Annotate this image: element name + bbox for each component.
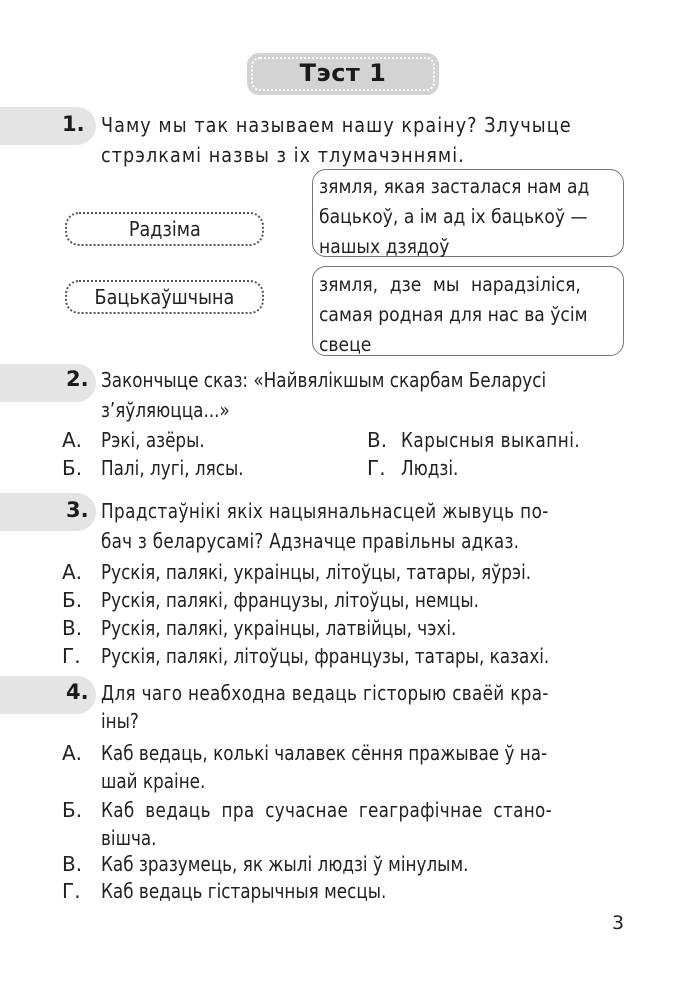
- definition-box-2[interactable]: [312, 266, 624, 356]
- question-2-option-v-letter: В.: [367, 428, 388, 452]
- question-3-text-line-2: бач з беларусамі? Адзначце правільны адказ.: [101, 529, 520, 553]
- question-4-option-b-letter: Б.: [62, 798, 83, 822]
- question-2-option-a[interactable]: Рэкі, азёры.: [101, 428, 205, 452]
- definition-1-line-2: бацькоў, а ім ад іх бацькоў —: [319, 205, 588, 228]
- question-4-option-a-line-2[interactable]: шай краіне.: [101, 769, 206, 793]
- term-batskaushchyna[interactable]: [65, 280, 264, 314]
- question-3-option-g[interactable]: Рускія, палякі, літоўцы, французы, татары, казахі.: [101, 644, 550, 668]
- question-4-option-a-line-1[interactable]: Каб ведаць, колькі чалавек сёння пражывае ў на-: [101, 741, 548, 765]
- question-3-option-a-letter: А.: [62, 560, 83, 584]
- question-2-option-b[interactable]: Палі, лугі, лясы.: [101, 456, 244, 480]
- test-title: Тэст 1: [299, 59, 387, 87]
- definition-2-line-1: зямля, дзе мы нарадзіліся,: [319, 273, 581, 296]
- question-1-text-line-2: стрэлкамі назвы з іх тлумачэннямі.: [101, 143, 465, 167]
- question-2-option-g[interactable]: Людзі.: [401, 456, 459, 480]
- question-4-option-v-letter: В.: [62, 852, 83, 876]
- question-2-text-line-1: Закончыце сказ: «Найвялікшым скарбам Беларусі: [101, 368, 547, 392]
- question-2-option-v[interactable]: Карысныя выкапні.: [401, 428, 581, 452]
- definition-1-line-1: зямля, якая засталася нам ад: [319, 175, 590, 198]
- question-3-option-b-letter: Б.: [62, 588, 83, 612]
- question-3-option-v-letter: В.: [62, 616, 83, 640]
- term-batskaushchyna-label: Бацькаўшчына: [94, 285, 235, 309]
- definition-1-line-3: нашых дзядоў: [319, 235, 450, 258]
- question-1-number: 1.: [62, 112, 85, 136]
- question-2-text-line-2: з’яўляюцца...»: [101, 398, 230, 422]
- definition-2-line-3: свеце: [319, 333, 372, 356]
- question-3-text-line-1: Прадстаўнікі якіх нацыянальнасцей жывуць по-: [101, 499, 549, 523]
- question-3-option-v[interactable]: Рускія, палякі, украінцы, латвійцы, чэхі.: [101, 616, 457, 640]
- question-4-option-v[interactable]: Каб зразумець, як жылі людзі ў мінулым.: [101, 852, 469, 876]
- question-4-option-g-letter: Г.: [62, 879, 81, 903]
- question-4-option-b-line-1[interactable]: Каб ведаць пра сучаснае геаграфічнае стано-: [101, 798, 553, 822]
- question-1-text-line-1: Чаму мы так называем нашу краіну? Злучыце: [101, 113, 572, 137]
- definition-2-line-2: самая родная для нас ва ўсім: [319, 303, 588, 326]
- page-number: 3: [612, 912, 625, 934]
- term-radzima[interactable]: [65, 212, 264, 246]
- question-2-option-b-letter: Б.: [62, 456, 83, 480]
- question-2-number: 2.: [66, 367, 89, 391]
- definition-box-1[interactable]: [312, 169, 624, 257]
- question-2-option-a-letter: А.: [62, 428, 83, 452]
- question-3-option-g-letter: Г.: [62, 644, 81, 668]
- question-4-option-g[interactable]: Каб ведаць гістарычныя месцы.: [101, 879, 387, 903]
- question-3-option-a[interactable]: Рускія, палякі, украінцы, літоўцы, татары, яўрэі.: [101, 560, 532, 584]
- question-4-text-line-1: Для чаго неабходна ведаць гісторыю сваёй кра-: [101, 681, 549, 705]
- term-radzima-label: Радзіма: [128, 217, 201, 241]
- question-4-option-b-line-2[interactable]: вішча.: [101, 826, 157, 850]
- question-3-option-b[interactable]: Рускія, палякі, французы, літоўцы, немцы.: [101, 588, 479, 612]
- question-4-text-line-2: іны?: [101, 709, 139, 733]
- question-3-number: 3.: [66, 498, 89, 522]
- question-4-option-a-letter: А.: [62, 741, 83, 765]
- test-title-badge: [247, 53, 439, 95]
- question-2-option-g-letter: Г.: [367, 456, 386, 480]
- question-4-number: 4.: [66, 680, 89, 704]
